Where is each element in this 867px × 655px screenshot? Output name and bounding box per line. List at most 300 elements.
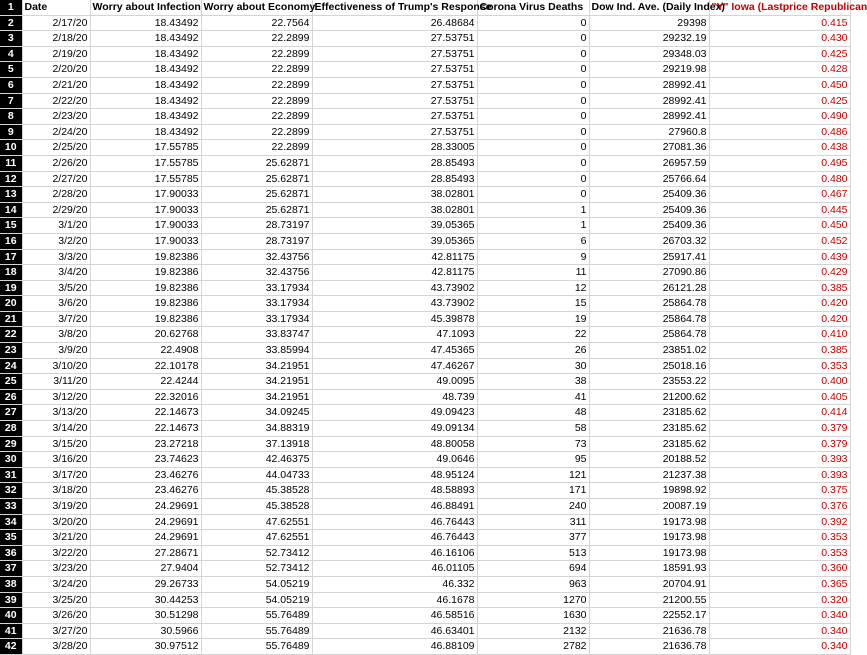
row-header[interactable]: 13	[0, 187, 22, 203]
trump-response-cell[interactable]: 43.73902	[312, 296, 477, 312]
column-header-virus-deaths[interactable]: Corona Virus Deaths	[477, 0, 589, 15]
dow-index-cell[interactable]: 29219.98	[589, 62, 709, 78]
worry-economy-cell[interactable]: 42.46375	[201, 452, 312, 468]
trump-response-cell[interactable]: 49.0095	[312, 374, 477, 390]
trump-response-cell[interactable]: 49.0646	[312, 452, 477, 468]
virus-deaths-cell[interactable]: 1	[477, 202, 589, 218]
worry-infection-cell[interactable]: 23.46276	[90, 467, 201, 483]
worry-infection-cell[interactable]: 22.14673	[90, 405, 201, 421]
date-cell[interactable]: 2/28/20	[22, 187, 90, 203]
worry-economy-cell[interactable]: 34.09245	[201, 405, 312, 421]
worry-infection-cell[interactable]: 18.43492	[90, 93, 201, 109]
trump-response-cell[interactable]: 46.16106	[312, 545, 477, 561]
worry-economy-cell[interactable]: 25.62871	[201, 187, 312, 203]
worry-infection-cell[interactable]: 19.82386	[90, 249, 201, 265]
date-cell[interactable]: 3/10/20	[22, 358, 90, 374]
iowa-lastprice-cell[interactable]: 0.365	[709, 576, 850, 592]
row-header[interactable]: 15	[0, 218, 22, 234]
row-header[interactable]: 17	[0, 249, 22, 265]
row-header[interactable]: 7	[0, 93, 22, 109]
worry-infection-cell[interactable]: 30.51298	[90, 608, 201, 624]
worry-economy-cell[interactable]: 44.04733	[201, 467, 312, 483]
row-header[interactable]: 1	[0, 0, 22, 15]
worry-infection-cell[interactable]: 24.29691	[90, 499, 201, 515]
dow-index-cell[interactable]: 25409.36	[589, 187, 709, 203]
date-cell[interactable]: 3/24/20	[22, 576, 90, 592]
dow-index-cell[interactable]: 23185.62	[589, 405, 709, 421]
date-cell[interactable]: 3/14/20	[22, 421, 90, 437]
worry-infection-cell[interactable]: 18.43492	[90, 15, 201, 31]
dow-index-cell[interactable]: 19173.98	[589, 530, 709, 546]
virus-deaths-cell[interactable]: 0	[477, 155, 589, 171]
virus-deaths-cell[interactable]: 30	[477, 358, 589, 374]
worry-economy-cell[interactable]: 34.21951	[201, 358, 312, 374]
worry-infection-cell[interactable]: 30.5966	[90, 623, 201, 639]
trump-response-cell[interactable]: 46.88491	[312, 499, 477, 515]
dow-index-cell[interactable]: 26703.32	[589, 233, 709, 249]
dow-index-cell[interactable]: 28992.41	[589, 109, 709, 125]
worry-infection-cell[interactable]: 30.44253	[90, 592, 201, 608]
column-header-iowa-lastprice[interactable]: "Y" Iowa (Lastprice Republican	[709, 0, 850, 15]
dow-index-cell[interactable]: 28992.41	[589, 77, 709, 93]
row-header[interactable]: 4	[0, 46, 22, 62]
worry-economy-cell[interactable]: 54.05219	[201, 576, 312, 592]
worry-economy-cell[interactable]: 52.73412	[201, 545, 312, 561]
date-cell[interactable]: 3/15/20	[22, 436, 90, 452]
worry-infection-cell[interactable]: 23.46276	[90, 483, 201, 499]
virus-deaths-cell[interactable]: 48	[477, 405, 589, 421]
trump-response-cell[interactable]: 47.45365	[312, 343, 477, 359]
dow-index-cell[interactable]: 20087.19	[589, 499, 709, 515]
date-cell[interactable]: 2/18/20	[22, 31, 90, 47]
dow-index-cell[interactable]: 25766.64	[589, 171, 709, 187]
worry-infection-cell[interactable]: 20.62768	[90, 327, 201, 343]
virus-deaths-cell[interactable]: 22	[477, 327, 589, 343]
row-header[interactable]: 20	[0, 296, 22, 312]
date-cell[interactable]: 3/20/20	[22, 514, 90, 530]
date-cell[interactable]: 3/23/20	[22, 561, 90, 577]
virus-deaths-cell[interactable]: 694	[477, 561, 589, 577]
dow-index-cell[interactable]: 19173.98	[589, 514, 709, 530]
iowa-lastprice-cell[interactable]: 0.353	[709, 530, 850, 546]
iowa-lastprice-cell[interactable]: 0.429	[709, 265, 850, 281]
iowa-lastprice-cell[interactable]: 0.467	[709, 187, 850, 203]
virus-deaths-cell[interactable]: 1630	[477, 608, 589, 624]
row-header[interactable]: 37	[0, 561, 22, 577]
trump-response-cell[interactable]: 39.05365	[312, 218, 477, 234]
dow-index-cell[interactable]: 27090.86	[589, 265, 709, 281]
iowa-lastprice-cell[interactable]: 0.480	[709, 171, 850, 187]
row-header[interactable]: 12	[0, 171, 22, 187]
row-header[interactable]: 16	[0, 233, 22, 249]
row-header[interactable]: 38	[0, 576, 22, 592]
date-cell[interactable]: 3/11/20	[22, 374, 90, 390]
row-header[interactable]: 34	[0, 514, 22, 530]
worry-economy-cell[interactable]: 34.21951	[201, 389, 312, 405]
worry-economy-cell[interactable]: 33.17934	[201, 280, 312, 296]
row-header[interactable]: 21	[0, 311, 22, 327]
worry-infection-cell[interactable]: 18.43492	[90, 62, 201, 78]
worry-economy-cell[interactable]: 47.62551	[201, 514, 312, 530]
iowa-lastprice-cell[interactable]: 0.445	[709, 202, 850, 218]
iowa-lastprice-cell[interactable]: 0.393	[709, 467, 850, 483]
worry-infection-cell[interactable]: 22.32016	[90, 389, 201, 405]
row-header[interactable]: 22	[0, 327, 22, 343]
dow-index-cell[interactable]: 27081.36	[589, 140, 709, 156]
dow-index-cell[interactable]: 23185.62	[589, 421, 709, 437]
dow-index-cell[interactable]: 19173.98	[589, 545, 709, 561]
row-header[interactable]: 28	[0, 421, 22, 437]
worry-infection-cell[interactable]: 19.82386	[90, 265, 201, 281]
worry-economy-cell[interactable]: 33.83747	[201, 327, 312, 343]
worry-economy-cell[interactable]: 22.2899	[201, 46, 312, 62]
iowa-lastprice-cell[interactable]: 0.430	[709, 31, 850, 47]
worry-economy-cell[interactable]: 52.73412	[201, 561, 312, 577]
trump-response-cell[interactable]: 46.332	[312, 576, 477, 592]
row-header[interactable]: 8	[0, 109, 22, 125]
column-header-worry-infection[interactable]: Worry about Infection	[90, 0, 201, 15]
virus-deaths-cell[interactable]: 26	[477, 343, 589, 359]
iowa-lastprice-cell[interactable]: 0.486	[709, 124, 850, 140]
iowa-lastprice-cell[interactable]: 0.490	[709, 109, 850, 125]
virus-deaths-cell[interactable]: 2782	[477, 639, 589, 655]
virus-deaths-cell[interactable]: 19	[477, 311, 589, 327]
worry-economy-cell[interactable]: 45.38528	[201, 499, 312, 515]
trump-response-cell[interactable]: 48.80058	[312, 436, 477, 452]
date-cell[interactable]: 2/21/20	[22, 77, 90, 93]
dow-index-cell[interactable]: 21237.38	[589, 467, 709, 483]
row-header[interactable]: 29	[0, 436, 22, 452]
worry-infection-cell[interactable]: 27.9404	[90, 561, 201, 577]
worry-infection-cell[interactable]: 18.43492	[90, 109, 201, 125]
date-cell[interactable]: 3/18/20	[22, 483, 90, 499]
date-cell[interactable]: 2/29/20	[22, 202, 90, 218]
trump-response-cell[interactable]: 38.02801	[312, 187, 477, 203]
worry-economy-cell[interactable]: 25.62871	[201, 155, 312, 171]
virus-deaths-cell[interactable]: 311	[477, 514, 589, 530]
iowa-lastprice-cell[interactable]: 0.415	[709, 15, 850, 31]
worry-economy-cell[interactable]: 45.38528	[201, 483, 312, 499]
worry-infection-cell[interactable]: 22.4244	[90, 374, 201, 390]
worry-economy-cell[interactable]: 22.2899	[201, 109, 312, 125]
virus-deaths-cell[interactable]: 963	[477, 576, 589, 592]
worry-infection-cell[interactable]: 23.27218	[90, 436, 201, 452]
worry-economy-cell[interactable]: 25.62871	[201, 171, 312, 187]
trump-response-cell[interactable]: 43.73902	[312, 280, 477, 296]
iowa-lastprice-cell[interactable]: 0.450	[709, 218, 850, 234]
iowa-lastprice-cell[interactable]: 0.353	[709, 545, 850, 561]
worry-infection-cell[interactable]: 18.43492	[90, 31, 201, 47]
virus-deaths-cell[interactable]: 240	[477, 499, 589, 515]
worry-infection-cell[interactable]: 18.43492	[90, 46, 201, 62]
date-cell[interactable]: 3/25/20	[22, 592, 90, 608]
worry-economy-cell[interactable]: 22.2899	[201, 93, 312, 109]
trump-response-cell[interactable]: 47.1093	[312, 327, 477, 343]
trump-response-cell[interactable]: 27.53751	[312, 109, 477, 125]
iowa-lastprice-cell[interactable]: 0.405	[709, 389, 850, 405]
iowa-lastprice-cell[interactable]: 0.439	[709, 249, 850, 265]
virus-deaths-cell[interactable]: 73	[477, 436, 589, 452]
worry-economy-cell[interactable]: 22.2899	[201, 31, 312, 47]
trump-response-cell[interactable]: 46.1678	[312, 592, 477, 608]
trump-response-cell[interactable]: 39.05365	[312, 233, 477, 249]
trump-response-cell[interactable]: 42.81175	[312, 249, 477, 265]
iowa-lastprice-cell[interactable]: 0.410	[709, 327, 850, 343]
virus-deaths-cell[interactable]: 0	[477, 140, 589, 156]
dow-index-cell[interactable]: 28992.41	[589, 93, 709, 109]
iowa-lastprice-cell[interactable]: 0.428	[709, 62, 850, 78]
virus-deaths-cell[interactable]: 15	[477, 296, 589, 312]
virus-deaths-cell[interactable]: 0	[477, 77, 589, 93]
trump-response-cell[interactable]: 42.81175	[312, 265, 477, 281]
date-cell[interactable]: 3/16/20	[22, 452, 90, 468]
dow-index-cell[interactable]: 25018.16	[589, 358, 709, 374]
trump-response-cell[interactable]: 48.95124	[312, 467, 477, 483]
trump-response-cell[interactable]: 45.39878	[312, 311, 477, 327]
dow-index-cell[interactable]: 20704.91	[589, 576, 709, 592]
date-cell[interactable]: 3/12/20	[22, 389, 90, 405]
iowa-lastprice-cell[interactable]: 0.340	[709, 623, 850, 639]
date-cell[interactable]: 2/20/20	[22, 62, 90, 78]
date-cell[interactable]: 3/8/20	[22, 327, 90, 343]
date-cell[interactable]: 3/6/20	[22, 296, 90, 312]
date-cell[interactable]: 3/19/20	[22, 499, 90, 515]
dow-index-cell[interactable]: 25864.78	[589, 311, 709, 327]
trump-response-cell[interactable]: 27.53751	[312, 62, 477, 78]
trump-response-cell[interactable]: 46.76443	[312, 514, 477, 530]
virus-deaths-cell[interactable]: 6	[477, 233, 589, 249]
worry-infection-cell[interactable]: 22.14673	[90, 421, 201, 437]
worry-infection-cell[interactable]: 24.29691	[90, 514, 201, 530]
date-cell[interactable]: 3/22/20	[22, 545, 90, 561]
iowa-lastprice-cell[interactable]: 0.376	[709, 499, 850, 515]
virus-deaths-cell[interactable]: 513	[477, 545, 589, 561]
iowa-lastprice-cell[interactable]: 0.353	[709, 358, 850, 374]
dow-index-cell[interactable]: 25864.78	[589, 327, 709, 343]
date-cell[interactable]: 3/26/20	[22, 608, 90, 624]
row-header[interactable]: 27	[0, 405, 22, 421]
dow-index-cell[interactable]: 23553.22	[589, 374, 709, 390]
date-cell[interactable]: 3/5/20	[22, 280, 90, 296]
worry-economy-cell[interactable]: 22.2899	[201, 62, 312, 78]
virus-deaths-cell[interactable]: 0	[477, 187, 589, 203]
iowa-lastprice-cell[interactable]: 0.385	[709, 343, 850, 359]
worry-infection-cell[interactable]: 17.55785	[90, 155, 201, 171]
worry-infection-cell[interactable]: 17.90033	[90, 187, 201, 203]
date-cell[interactable]: 2/27/20	[22, 171, 90, 187]
virus-deaths-cell[interactable]: 41	[477, 389, 589, 405]
trump-response-cell[interactable]: 48.739	[312, 389, 477, 405]
iowa-lastprice-cell[interactable]: 0.360	[709, 561, 850, 577]
row-header[interactable]: 9	[0, 124, 22, 140]
worry-economy-cell[interactable]: 22.2899	[201, 77, 312, 93]
row-header[interactable]: 39	[0, 592, 22, 608]
trump-response-cell[interactable]: 27.53751	[312, 77, 477, 93]
trump-response-cell[interactable]: 48.58893	[312, 483, 477, 499]
row-header[interactable]: 30	[0, 452, 22, 468]
worry-economy-cell[interactable]: 34.21951	[201, 374, 312, 390]
worry-infection-cell[interactable]: 30.97512	[90, 639, 201, 655]
iowa-lastprice-cell[interactable]: 0.320	[709, 592, 850, 608]
date-cell[interactable]: 2/22/20	[22, 93, 90, 109]
date-cell[interactable]: 3/3/20	[22, 249, 90, 265]
worry-infection-cell[interactable]: 19.82386	[90, 280, 201, 296]
row-header[interactable]: 24	[0, 358, 22, 374]
iowa-lastprice-cell[interactable]: 0.340	[709, 608, 850, 624]
iowa-lastprice-cell[interactable]: 0.495	[709, 155, 850, 171]
trump-response-cell[interactable]: 27.53751	[312, 31, 477, 47]
dow-index-cell[interactable]: 29232.19	[589, 31, 709, 47]
row-header[interactable]: 35	[0, 530, 22, 546]
virus-deaths-cell[interactable]: 58	[477, 421, 589, 437]
worry-economy-cell[interactable]: 33.17934	[201, 296, 312, 312]
trump-response-cell[interactable]: 49.09134	[312, 421, 477, 437]
worry-infection-cell[interactable]: 18.43492	[90, 124, 201, 140]
column-header-dow-index[interactable]: Dow Ind. Ave. (Daily Index)	[589, 0, 709, 15]
row-header[interactable]: 40	[0, 608, 22, 624]
iowa-lastprice-cell[interactable]: 0.414	[709, 405, 850, 421]
date-cell[interactable]: 2/25/20	[22, 140, 90, 156]
dow-index-cell[interactable]: 21636.78	[589, 639, 709, 655]
worry-economy-cell[interactable]: 47.62551	[201, 530, 312, 546]
virus-deaths-cell[interactable]: 12	[477, 280, 589, 296]
worry-infection-cell[interactable]: 24.29691	[90, 530, 201, 546]
dow-index-cell[interactable]: 23851.02	[589, 343, 709, 359]
iowa-lastprice-cell[interactable]: 0.379	[709, 436, 850, 452]
trump-response-cell[interactable]: 47.46267	[312, 358, 477, 374]
dow-index-cell[interactable]: 26121.28	[589, 280, 709, 296]
worry-economy-cell[interactable]: 33.17934	[201, 311, 312, 327]
dow-index-cell[interactable]: 21200.55	[589, 592, 709, 608]
dow-index-cell[interactable]: 20188.52	[589, 452, 709, 468]
row-header[interactable]: 23	[0, 343, 22, 359]
column-header-trump-response[interactable]: Effectiveness of Trump's Response	[312, 0, 477, 15]
iowa-lastprice-cell[interactable]: 0.379	[709, 421, 850, 437]
dow-index-cell[interactable]: 25409.36	[589, 218, 709, 234]
date-cell[interactable]: 3/13/20	[22, 405, 90, 421]
dow-index-cell[interactable]: 27960.8	[589, 124, 709, 140]
worry-economy-cell[interactable]: 33.85994	[201, 343, 312, 359]
worry-economy-cell[interactable]: 22.7564	[201, 15, 312, 31]
date-cell[interactable]: 3/4/20	[22, 265, 90, 281]
worry-infection-cell[interactable]: 17.90033	[90, 202, 201, 218]
virus-deaths-cell[interactable]: 0	[477, 15, 589, 31]
date-cell[interactable]: 3/27/20	[22, 623, 90, 639]
virus-deaths-cell[interactable]: 0	[477, 124, 589, 140]
virus-deaths-cell[interactable]: 0	[477, 62, 589, 78]
virus-deaths-cell[interactable]: 121	[477, 467, 589, 483]
iowa-lastprice-cell[interactable]: 0.420	[709, 296, 850, 312]
date-cell[interactable]: 3/9/20	[22, 343, 90, 359]
row-header[interactable]: 31	[0, 467, 22, 483]
worry-infection-cell[interactable]: 17.55785	[90, 140, 201, 156]
date-cell[interactable]: 3/7/20	[22, 311, 90, 327]
trump-response-cell[interactable]: 46.88109	[312, 639, 477, 655]
worry-economy-cell[interactable]: 37.13918	[201, 436, 312, 452]
worry-infection-cell[interactable]: 17.90033	[90, 218, 201, 234]
trump-response-cell[interactable]: 27.53751	[312, 93, 477, 109]
dow-index-cell[interactable]: 23185.62	[589, 436, 709, 452]
date-cell[interactable]: 2/17/20	[22, 15, 90, 31]
trump-response-cell[interactable]: 46.63401	[312, 623, 477, 639]
row-header[interactable]: 6	[0, 77, 22, 93]
iowa-lastprice-cell[interactable]: 0.340	[709, 639, 850, 655]
worry-infection-cell[interactable]: 19.82386	[90, 296, 201, 312]
worry-infection-cell[interactable]: 17.55785	[90, 171, 201, 187]
row-header[interactable]: 32	[0, 483, 22, 499]
trump-response-cell[interactable]: 28.33005	[312, 140, 477, 156]
row-header[interactable]: 11	[0, 155, 22, 171]
date-cell[interactable]: 2/19/20	[22, 46, 90, 62]
worry-economy-cell[interactable]: 25.62871	[201, 202, 312, 218]
dow-index-cell[interactable]: 26957.59	[589, 155, 709, 171]
worry-economy-cell[interactable]: 55.76489	[201, 608, 312, 624]
row-header[interactable]: 19	[0, 280, 22, 296]
date-cell[interactable]: 3/21/20	[22, 530, 90, 546]
column-header-date[interactable]: Date	[22, 0, 90, 15]
dow-index-cell[interactable]: 19898.92	[589, 483, 709, 499]
dow-index-cell[interactable]: 25409.36	[589, 202, 709, 218]
row-header[interactable]: 18	[0, 265, 22, 281]
virus-deaths-cell[interactable]: 0	[477, 46, 589, 62]
iowa-lastprice-cell[interactable]: 0.438	[709, 140, 850, 156]
dow-index-cell[interactable]: 21636.78	[589, 623, 709, 639]
virus-deaths-cell[interactable]: 95	[477, 452, 589, 468]
dow-index-cell[interactable]: 22552.17	[589, 608, 709, 624]
worry-infection-cell[interactable]: 23.74623	[90, 452, 201, 468]
worry-economy-cell[interactable]: 54.05219	[201, 592, 312, 608]
dow-index-cell[interactable]: 29348.03	[589, 46, 709, 62]
row-header[interactable]: 41	[0, 623, 22, 639]
iowa-lastprice-cell[interactable]: 0.450	[709, 77, 850, 93]
row-header[interactable]: 42	[0, 639, 22, 655]
worry-economy-cell[interactable]: 55.76489	[201, 623, 312, 639]
dow-index-cell[interactable]: 25917.41	[589, 249, 709, 265]
iowa-lastprice-cell[interactable]: 0.425	[709, 93, 850, 109]
iowa-lastprice-cell[interactable]: 0.385	[709, 280, 850, 296]
virus-deaths-cell[interactable]: 38	[477, 374, 589, 390]
iowa-lastprice-cell[interactable]: 0.420	[709, 311, 850, 327]
date-cell[interactable]: 3/28/20	[22, 639, 90, 655]
worry-economy-cell[interactable]: 32.43756	[201, 265, 312, 281]
worry-infection-cell[interactable]: 29.26733	[90, 576, 201, 592]
row-header[interactable]: 33	[0, 499, 22, 515]
virus-deaths-cell[interactable]: 0	[477, 109, 589, 125]
dow-index-cell[interactable]: 18591.93	[589, 561, 709, 577]
virus-deaths-cell[interactable]: 1	[477, 218, 589, 234]
virus-deaths-cell[interactable]: 2132	[477, 623, 589, 639]
worry-infection-cell[interactable]: 22.10178	[90, 358, 201, 374]
worry-economy-cell[interactable]: 28.73197	[201, 233, 312, 249]
row-header[interactable]: 10	[0, 140, 22, 156]
trump-response-cell[interactable]: 26.48684	[312, 15, 477, 31]
iowa-lastprice-cell[interactable]: 0.452	[709, 233, 850, 249]
virus-deaths-cell[interactable]: 0	[477, 93, 589, 109]
worry-infection-cell[interactable]: 18.43492	[90, 77, 201, 93]
dow-index-cell[interactable]: 29398	[589, 15, 709, 31]
virus-deaths-cell[interactable]: 9	[477, 249, 589, 265]
row-header[interactable]: 3	[0, 31, 22, 47]
worry-infection-cell[interactable]: 27.28671	[90, 545, 201, 561]
iowa-lastprice-cell[interactable]: 0.375	[709, 483, 850, 499]
date-cell[interactable]: 3/17/20	[22, 467, 90, 483]
date-cell[interactable]: 2/26/20	[22, 155, 90, 171]
virus-deaths-cell[interactable]: 377	[477, 530, 589, 546]
row-header[interactable]: 2	[0, 15, 22, 31]
trump-response-cell[interactable]: 46.76443	[312, 530, 477, 546]
trump-response-cell[interactable]: 38.02801	[312, 202, 477, 218]
iowa-lastprice-cell[interactable]: 0.425	[709, 46, 850, 62]
